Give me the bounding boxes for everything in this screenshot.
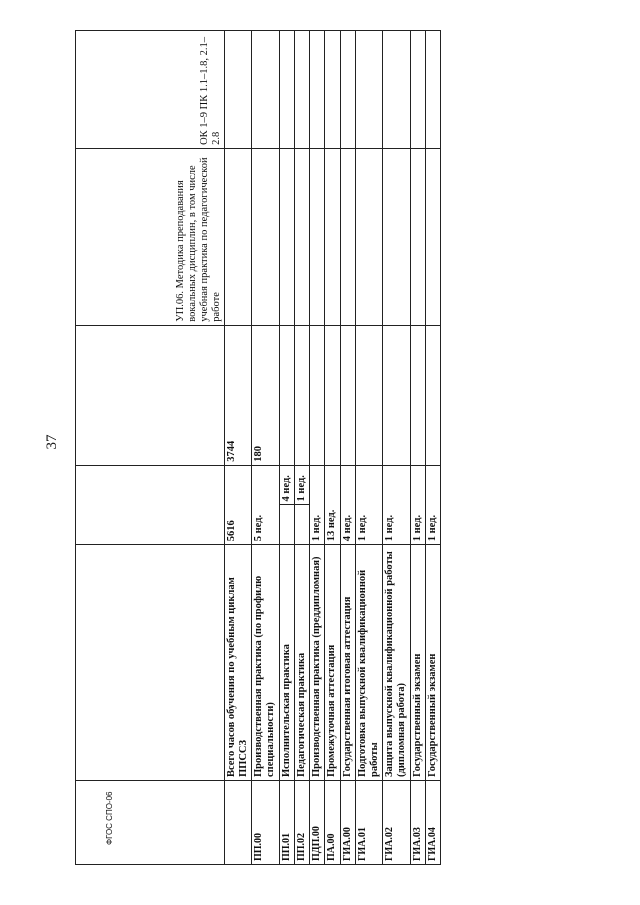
row-name: Государственный экзамен — [425, 545, 440, 781]
page-number: 37 — [44, 434, 60, 450]
table-row — [294, 31, 309, 865]
row-hours — [310, 325, 325, 465]
row-hours — [383, 325, 410, 465]
row-hours — [279, 325, 294, 465]
row-hours — [294, 325, 309, 465]
row-code: ГИА.03 — [410, 781, 425, 865]
row-weeks-total: 1 нед. — [425, 465, 440, 545]
row-name: Всего часов обучения по учебным циклам ППССЗ — [225, 545, 252, 781]
row-competencies — [340, 31, 355, 149]
row-code: ПП.00 — [252, 781, 279, 865]
row-competencies — [310, 31, 325, 149]
row-discipline — [410, 148, 425, 325]
table-row — [410, 31, 425, 865]
row-competencies — [383, 31, 410, 149]
row-code — [225, 781, 252, 865]
row-competencies — [325, 31, 340, 149]
row-discipline — [425, 148, 440, 325]
row-competencies — [410, 31, 425, 149]
row-hours — [325, 325, 340, 465]
row-discipline — [340, 148, 355, 325]
table-row — [325, 31, 340, 865]
row-code: ГИА.01 — [355, 781, 382, 865]
curriculum-table-wrapper — [75, 30, 441, 865]
row-weeks-total: 5616 — [225, 465, 252, 545]
row-discipline — [383, 148, 410, 325]
row-code: ГИА.02 — [383, 781, 410, 865]
table-row — [383, 31, 410, 865]
table-row — [425, 31, 440, 865]
row-discipline — [310, 148, 325, 325]
row-weeks-total: 1 нед. — [310, 465, 325, 545]
row-competencies — [279, 31, 294, 149]
header-cell-weeks — [76, 465, 225, 545]
row-weeks-total: 1 нед. — [383, 465, 410, 545]
header-cell-code — [76, 781, 225, 865]
table-row — [279, 31, 294, 865]
footer-document-code: ФГОС СПО-06 — [105, 791, 114, 845]
header-cell-discipline: УП.06. Методика преподавания вокальных дисциплин, в том числе учебная практика по педагогической работе — [76, 148, 225, 325]
row-hours: 180 — [252, 325, 279, 465]
row-competencies — [355, 31, 382, 149]
row-code: ГИА.04 — [425, 781, 440, 865]
row-weeks-total: 1 нед. — [410, 465, 425, 545]
row-name: Промежуточная аттестация — [325, 545, 340, 781]
row-code: ПДП.00 — [310, 781, 325, 865]
header-cell-hours — [76, 325, 225, 465]
row-code: ПП.02 — [294, 781, 309, 865]
curriculum-table — [75, 30, 441, 865]
row-weeks-total — [279, 505, 294, 545]
row-competencies — [252, 31, 279, 149]
table-row — [340, 31, 355, 865]
row-weeks-sub: 4 нед. — [279, 465, 294, 505]
row-name: Педагогическая практика — [294, 545, 309, 781]
row-discipline — [294, 148, 309, 325]
row-hours — [340, 325, 355, 465]
header-cell-name — [76, 545, 225, 781]
row-code: ПА.00 — [325, 781, 340, 865]
row-competencies — [225, 31, 252, 149]
table-header-row — [76, 31, 225, 865]
row-weeks-sub: 1 нед. — [294, 465, 309, 505]
row-weeks-total: 13 нед. — [325, 465, 340, 545]
row-name: Государственный экзамен — [410, 545, 425, 781]
table-row — [225, 31, 252, 865]
row-code: ПП.01 — [279, 781, 294, 865]
row-competencies — [425, 31, 440, 149]
row-discipline — [225, 148, 252, 325]
row-name: Подготовка выпускной квалификационной работы — [355, 545, 382, 781]
row-discipline — [279, 148, 294, 325]
table-row — [252, 31, 279, 865]
row-hours — [425, 325, 440, 465]
row-weeks-total — [294, 505, 309, 545]
row-weeks-total: 4 нед. — [340, 465, 355, 545]
row-name: Производственная практика (по профилю специальности) — [252, 545, 279, 781]
row-hours — [355, 325, 382, 465]
row-weeks-total: 1 нед. — [355, 465, 382, 545]
table-row — [355, 31, 382, 865]
row-discipline — [355, 148, 382, 325]
row-hours — [410, 325, 425, 465]
row-name: Исполнительская практика — [279, 545, 294, 781]
row-name: Государственная итоговая аттестация — [340, 545, 355, 781]
header-cell-competencies: ОК 1–9 ПК 1.1–1.8, 2.1–2.8 — [76, 31, 225, 149]
row-name: Защита выпускной квалификационной работы (дипломная работа) — [383, 545, 410, 781]
row-discipline — [252, 148, 279, 325]
row-discipline — [325, 148, 340, 325]
row-weeks-total: 5 нед. — [252, 465, 279, 545]
row-hours: 3744 — [225, 325, 252, 465]
row-name: Производственная практика (преддипломная) — [310, 545, 325, 781]
row-competencies — [294, 31, 309, 149]
table-row — [310, 31, 325, 865]
row-code: ГИА.00 — [340, 781, 355, 865]
